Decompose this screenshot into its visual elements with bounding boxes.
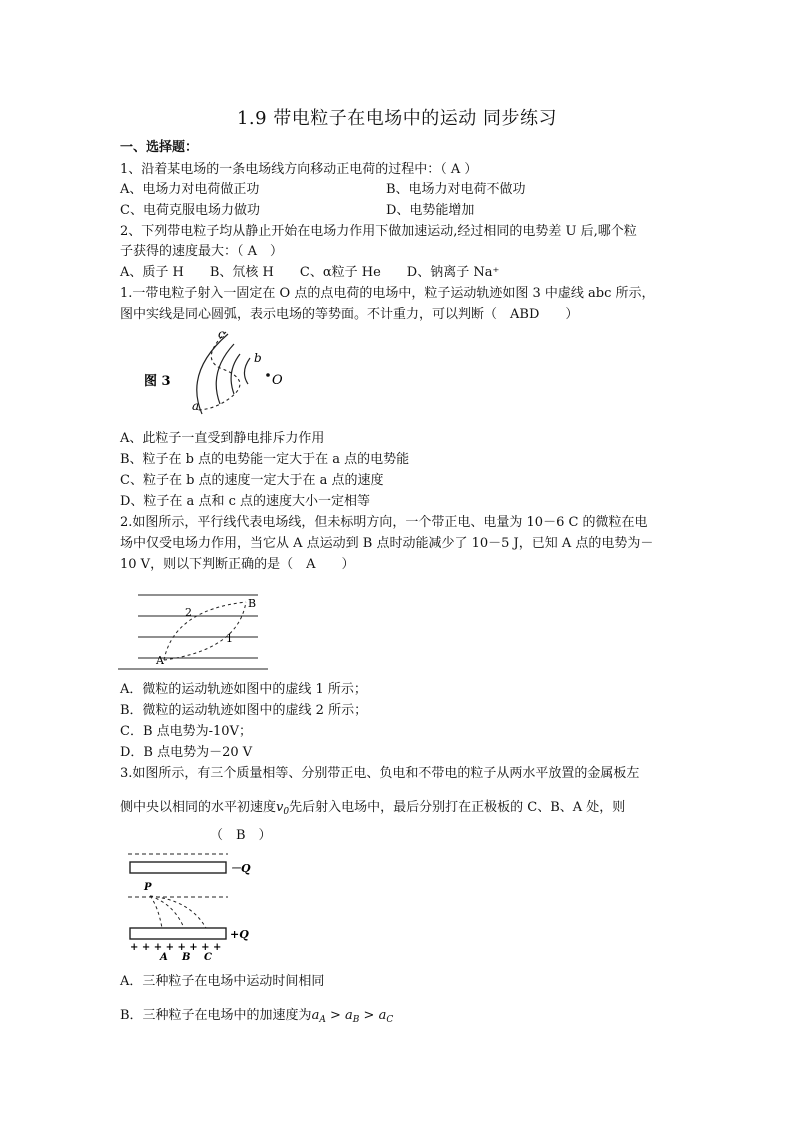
q5-answer: （ B ） bbox=[210, 828, 272, 843]
figure-point-a: A bbox=[156, 654, 164, 667]
q4-stem-line1: 2.如图所示，平行线代表电场线，但未标明方向，一个带正电、电量为 10－6 C 的微粒在电 bbox=[120, 515, 648, 530]
acceleration-relation: $a_A > a_B > a_C$ bbox=[311, 1008, 394, 1025]
q1-option-b: B、电场力对电荷不做功 bbox=[386, 182, 526, 197]
figure-point-b: B bbox=[248, 597, 257, 610]
figure-positive-plate-label: +Q bbox=[230, 928, 249, 941]
q3-stem-line1: 1.一带电粒子射入一固定在 O 点的点电荷的电场中，粒子运动轨迹如图 3 中虚线 abc 所示， bbox=[120, 286, 655, 301]
figure-3-point-a: a bbox=[192, 399, 200, 413]
figure-negative-plate-label: －Q bbox=[230, 862, 251, 875]
q3-option-b: B、粒子在 b 点的电势能一定大于在 a 点的电势能 bbox=[120, 452, 410, 467]
q4-stem-line3: 10 V，则以下判断正确的是（ A ） bbox=[120, 557, 355, 572]
q1-option-a: A、电场力对电荷做正功 bbox=[120, 182, 260, 197]
q5-option-b-text: B．三种粒子在电场中的加速度为 bbox=[120, 1008, 312, 1023]
q5-stem-line2 bbox=[120, 799, 625, 821]
q4-option-c: C．B 点电势为-10V； bbox=[120, 724, 252, 739]
figure-point-a: A bbox=[160, 952, 168, 963]
figure-3-label: 图 3 bbox=[144, 374, 171, 389]
page-title: 1.9 带电粒子在电场中的运动 同步练习 bbox=[236, 108, 558, 129]
section-heading: 一、选择题： bbox=[120, 140, 199, 155]
q1-option-d: D、电势能增加 bbox=[386, 203, 475, 218]
q5-stem-text-b: 先后射入电场中，最后分别打在正极板的 C、B、A 处，则 bbox=[289, 800, 626, 815]
figure-path-1-label: 1 bbox=[226, 632, 233, 645]
q5-stem-line1: 3.如图所示，有三个质量相等、分别带正电、负电和不带电的粒子从两水平放置的金属板左 bbox=[120, 766, 640, 781]
q2-options: A、质子 H B、氘核 H C、α粒子 He D、钠离子 Na⁺ bbox=[120, 265, 500, 280]
figure-3-point-o: O bbox=[272, 373, 283, 388]
q5-option-b bbox=[120, 1007, 393, 1029]
figure-3-point-c: c bbox=[218, 328, 225, 341]
q5-option-a: A．三种粒子在电场中运动时间相同 bbox=[120, 974, 325, 989]
figure-capacitor-plates bbox=[124, 846, 264, 964]
figure-point-c: C bbox=[204, 952, 212, 963]
figure-3-equipotential bbox=[130, 328, 300, 423]
figure-3-point-b: b bbox=[254, 351, 262, 365]
figure-path-2-label: 2 bbox=[185, 606, 192, 619]
q1-option-c: C、电荷克服电场力做功 bbox=[120, 203, 260, 218]
figure-field-lines bbox=[118, 590, 278, 675]
q4-option-a: A．微粒的运动轨迹如图中的虚线 1 所示； bbox=[120, 682, 367, 697]
q5-stem-text-a: 侧中央以相同的水平初速度 bbox=[120, 800, 277, 815]
figure-point-b: B bbox=[182, 952, 191, 963]
figure-point-p: P bbox=[144, 882, 152, 893]
figure-plus-signs: + + + + + + + + bbox=[130, 942, 222, 953]
q4-stem-line2: 场中仅受电场力作用，当它从 A 点运动到 B 点时动能减少了 10－5 J，已知 A 点的电势为－ bbox=[120, 536, 654, 551]
q3-option-a: A、此粒子一直受到静电排斥力作用 bbox=[120, 431, 325, 446]
q2-stem-line1: 2、下列带电粒子均从静止开始在电场力作用下做加速运动,经过相同的电势差 U 后,哪个粒 bbox=[120, 224, 637, 239]
q1-stem: 1、沿着某电场的一条电场线方向移动正电荷的过程中：（ A ） bbox=[120, 162, 478, 177]
q2-stem-line2: 子获得的速度最大：（ A ） bbox=[120, 244, 284, 259]
q4-option-d: D．B 点电势为－20 V bbox=[120, 745, 253, 760]
v0-symbol: $v_0$ bbox=[276, 800, 290, 817]
q3-option-d: D、粒子在 a 点和 c 点的速度大小一定相等 bbox=[120, 494, 370, 509]
q4-option-b: B．微粒的运动轨迹如图中的虚线 2 所示； bbox=[120, 703, 368, 718]
q3-option-c: C、粒子在 b 点的速度一定大于在 a 点的速度 bbox=[120, 473, 384, 488]
q3-stem-line2: 图中实线是同心圆弧，表示电场的等势面。不计重力，可以判断（ ABD ） bbox=[120, 307, 579, 322]
